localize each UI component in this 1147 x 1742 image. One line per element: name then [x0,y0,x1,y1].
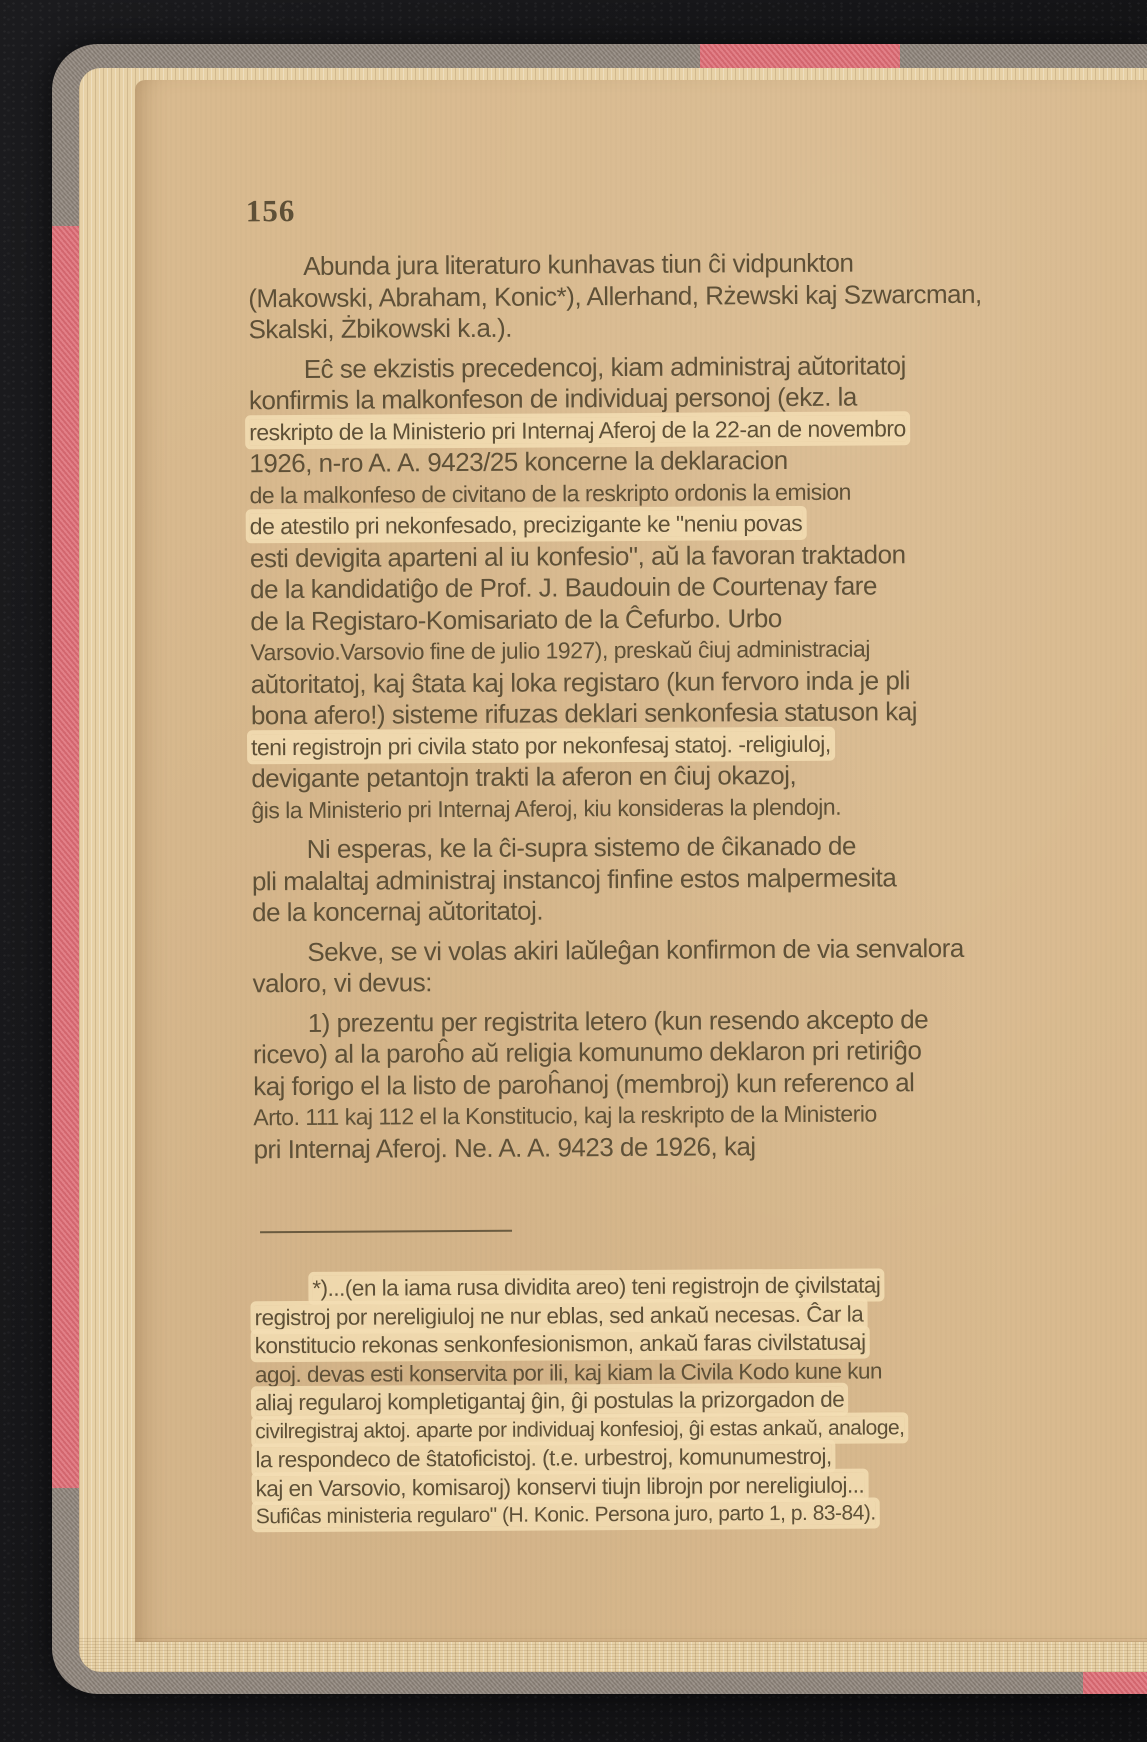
text-line [249,349,1049,385]
text-line-content: de la Registaro-Komisariato de la Ĉefurbo. Urbo [250,602,782,636]
text-line-content: de la kandidatiĝo de Prof. J. Baudouin de Courtenay fare [250,570,877,605]
footnote-line-content: la respondeco de ŝtatoficistoj. (t.e. urbestroj, komunumestroj, [255,1443,832,1473]
footnote-line-content: konstitucio rekonas senkonfesionismon, ankaŭ faras civilstatusaj [254,1329,866,1359]
text-line [252,963,1052,999]
text-line [253,1034,1053,1070]
text-line-content: de la malkonfeso de civitano de la reskripto ordonis la emision [249,478,851,508]
text-line-content: (Makowski, Abraham, Konic*), Allerhand, Rżewski kaj Szwarcman, [248,278,982,313]
text-line-content: ĝis la Ministerio pri Internaj Aferoj, kiu konsideras la plendojn. [251,793,842,823]
footnote-line [255,1385,904,1417]
text-line [253,1129,1053,1165]
text-line [251,790,1051,826]
text-line [249,443,1049,479]
text-line [251,664,1051,700]
footnote-line-content: Sufiĉas ministeria regularo" (H. Konic. Persona juro, parto 1, p. 83-84). [255,1501,876,1529]
footnote-line [254,1300,903,1332]
text-line-content: kaj forigo el la listo de paroĥanoj (membroj) kun referenco al [253,1066,915,1101]
text-line-content: pli malaltaj administraj instancoj finfine estos malpermesita [251,861,897,896]
text-line [251,695,1051,731]
text-line-content: ricevo) al la paroĥo aŭ religia komunumo deklaron pri retiriĝo [252,1035,922,1070]
body-text [248,238,1054,1165]
book-page [135,80,1147,1642]
text-line-content: 1926, n-ro A. A. 9423/25 koncerne la deklaracion [249,445,788,479]
text-line-content: 1) prezentu per registrita letero (kun resendo akcepto de [307,1003,929,1038]
text-line [248,309,1048,345]
text-line-content: Arto. 111 kaj 112 el la Konstitucio, kaj la reskripto de la Ministerio [253,1100,877,1131]
footnote-text [254,1271,905,1531]
footnote-line-content: *)...(en la iama rusa dividita areo) teni registrojn de çivilstataj [312,1272,881,1301]
footnote-line [256,1471,905,1503]
footnote-line [256,1499,905,1531]
text-line [253,1097,1053,1133]
text-line [249,475,1049,511]
text-line [248,246,1048,282]
text-line [251,758,1051,794]
footnote-line-content: civilregistraj aktoj. aparte por individuaj konfesioj, ĝi estas ankaŭ, analoge, [255,1415,905,1443]
footnote-line-content: kaj en Varsovio, komisaroj) konservi tiujn librojn por nereligiuloj... [255,1472,865,1501]
text-line-content: de atestilo pri nekonfesado, precizigante ke "neniu povas [249,509,803,540]
footnote-line-content: agoj. devas esti konservita por ili, kaj kiam la Civila Kodo kune kun [254,1357,883,1387]
text-line [252,892,1052,928]
text-line [253,1003,1053,1039]
text-line [252,861,1052,897]
footnote-line [255,1328,904,1360]
text-line [251,727,1051,763]
footnote-line [255,1357,904,1389]
text-line-content: pri Internaj Aferoj. Ne. A. A. 9423 de 1926, kaj [253,1130,756,1164]
footnote-line-content: aliaj regularoj kompletigantaj ĝin, ĝi postulas la prizorgadon de [255,1386,845,1416]
text-line-content: de la koncernaj aŭtoritatoj. [251,895,544,928]
text-line-content: reskripto de la Ministerio pri Internaj Aferoj de la 22-an de novembro [249,414,906,445]
red-spine-accent [52,226,79,1488]
footnote-line [255,1414,904,1446]
text-line [252,829,1052,865]
footnote-line [255,1442,904,1474]
text-line [250,538,1050,574]
book-cover [52,44,1147,1694]
text-line [250,632,1050,668]
text-line-content: Eĉ se ekzistis precedencoj, kiam administraj aŭtoritatoj [303,349,906,384]
text-line [250,601,1050,637]
text-line [249,412,1049,448]
text-line-content: teni registrojn pri civila stato por nekonfesaj statoj. -religiuloj, [250,730,831,760]
text-line-content: devigante petantojn trakti la aferon en ĉiuj okazoj, [251,759,797,794]
text-line-content: Varsovio.Varsovio fine de julio 1927), preskaŭ ĉiuj administraciaj [250,635,870,666]
text-line-content: esti devigita aparteni al iu konfesio", aŭ la favoran traktadon [249,538,906,573]
page-stack-edges [79,68,1147,1672]
text-line-content: Sekve, se vi volas akiri laŭleĝan konfirmon de via senvalora [307,932,964,967]
text-line [250,506,1050,542]
text-line-content: bona afero!) sisteme rifuzas deklari senkonfesia statuson kaj [250,696,918,731]
text-line-content: Ni esperas, ke la ĉi-supra sistemo de ĉikanado de [306,830,857,864]
footnote-divider [260,1230,512,1234]
text-line [253,1066,1053,1102]
footnote-line-content: registroj por nereligiuloj ne nur eblas, sed ankaŭ necesas. Ĉar la [254,1301,864,1330]
text-line [248,278,1048,314]
text-line-content: valoro, vi devus: [252,967,432,999]
text-line-content: Abunda jura literaturo kunhavas tiun ĉi vidpunkton [303,247,854,281]
text-line [250,569,1050,605]
text-line [252,932,1052,968]
footnote-line [254,1271,903,1303]
page-content [135,74,1147,1642]
text-line-content: konfirmis la malkonfeson de individuaj personoj (ekz. la [248,381,857,416]
page-number: 156 [245,193,296,229]
text-line-content: aŭtoritatoj, kaj ŝtata kaj loka registaro (kun fervoro inda je pli [250,664,911,699]
text-line [249,380,1049,416]
text-line-content: Skalski, Żbikowski k.a.). [248,312,513,345]
